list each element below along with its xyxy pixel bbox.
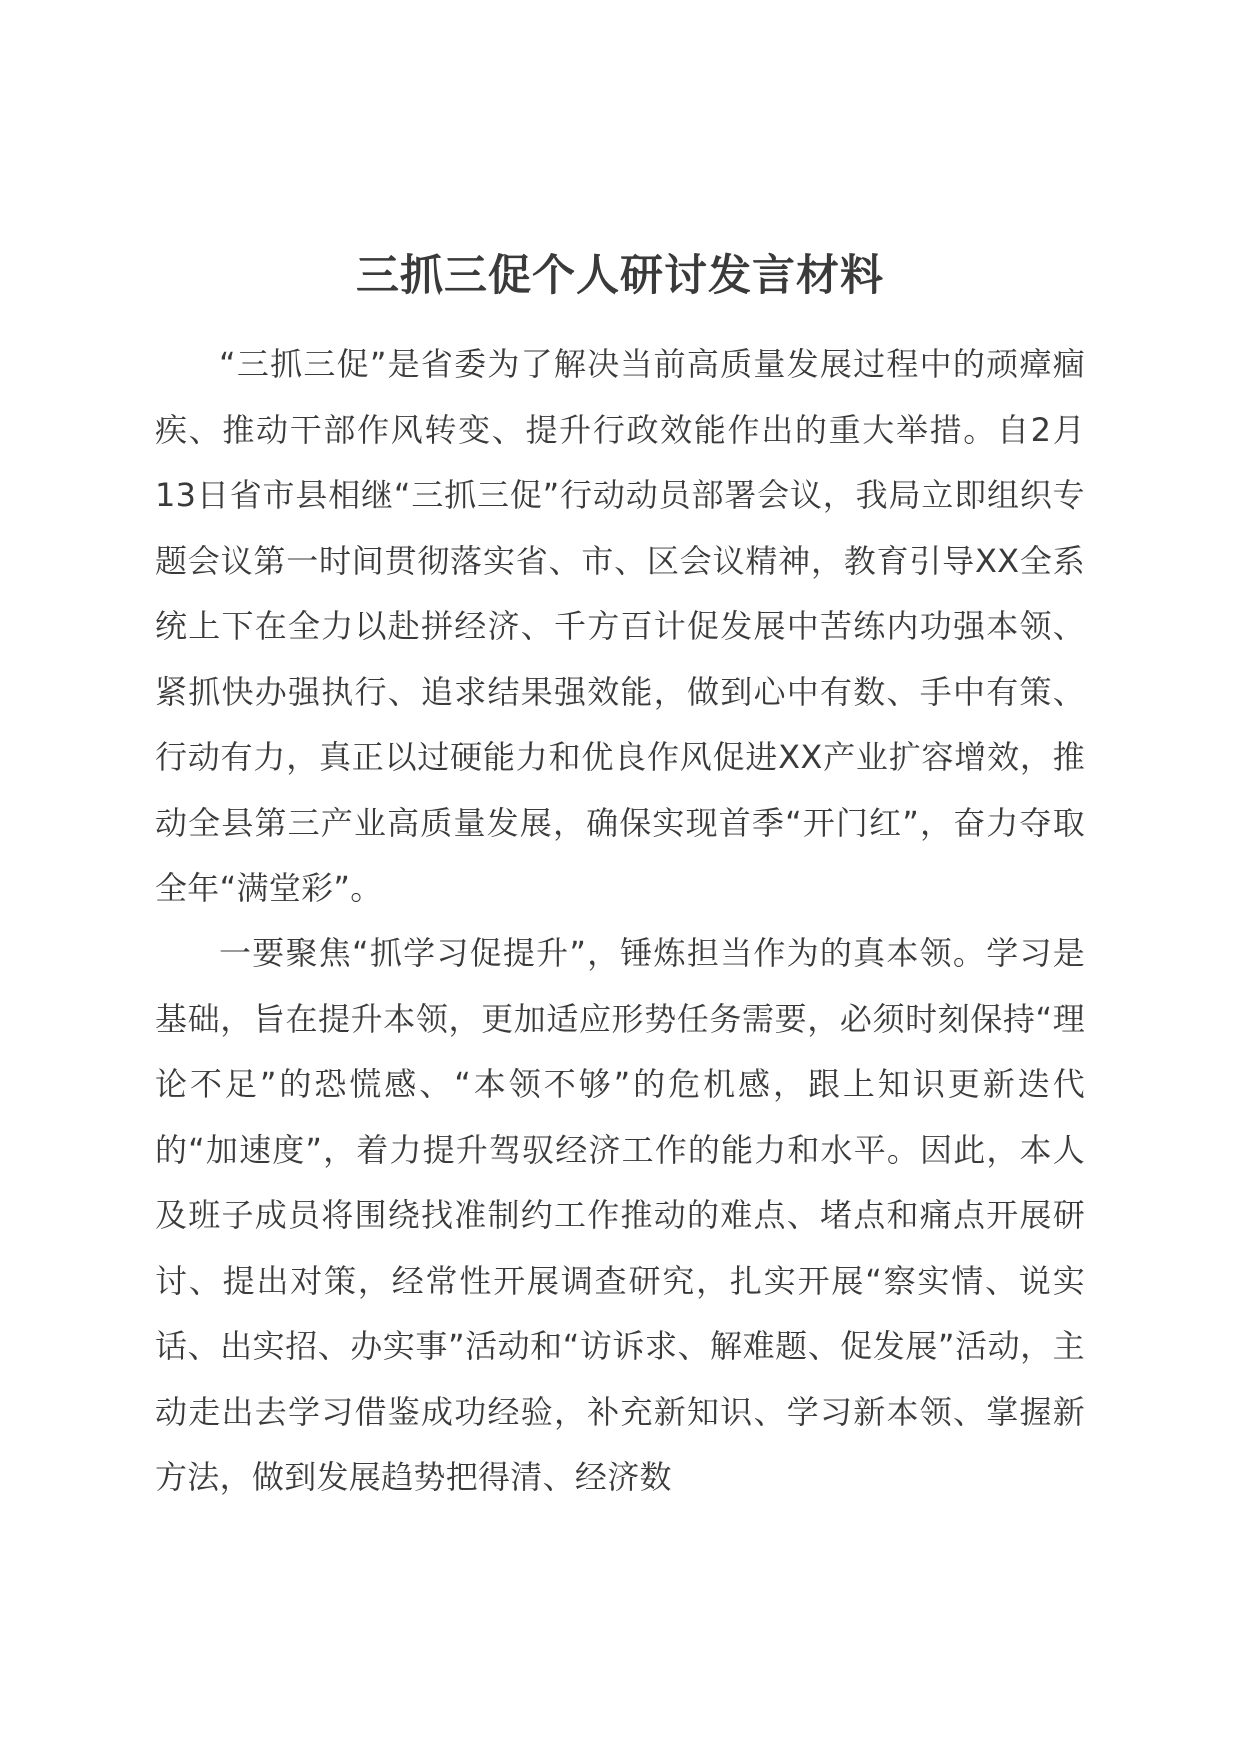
body-paragraph-2: 一要聚焦“抓学习促提升”，锤炼担当作为的真本领。学习是基础，旨在提升本领，更加适应形势任务需要，必须时刻保持“理论不足”的恐慌感、“本领不够”的危机感，跟上知识更新迭代的“加速度”，着力提升驾驭经济工作的能力和水平。因此，本人及班子成员将围绕找准制约工作推动的难点、堵点和痛点开展研讨、提出对策，经常性开展调查研究，扎实开展“察实情、说实话、出实招、办实事”活动和“访诉求、解难题、促发展”活动，主动走出去学习借鉴成功经验，补充新知识、学习新本领、掌握新方法，做到发展趋势把得清、经济数 [155, 934, 1085, 1496]
document-title: 三抓三促个人研讨发言材料 [356, 251, 884, 301]
body-paragraph-1: “三抓三促”是省委为了解决当前高质量发展过程中的顽瘴痼疾、推动干部作风转变、提升行政效能作出的重大举措。自2月13日省市县相继“三抓三促”行动动员部署会议，我局立即组织专题会议第一时间贯彻落实省、市、区会议精神，教育引导XX全系统上下在全力以赴拼经济、千方百计促发展中苦练内功强本领、紧抓快办强执行、追求结果强效能，做到心中有数、手中有策、行动有力，真正以过硬能力和优良作风促进XX产业扩容增效，推动全县第三产业高质量发展，确保实现首季“开门红”，奋力夺取全年“满堂彩”。 [155, 345, 1085, 907]
